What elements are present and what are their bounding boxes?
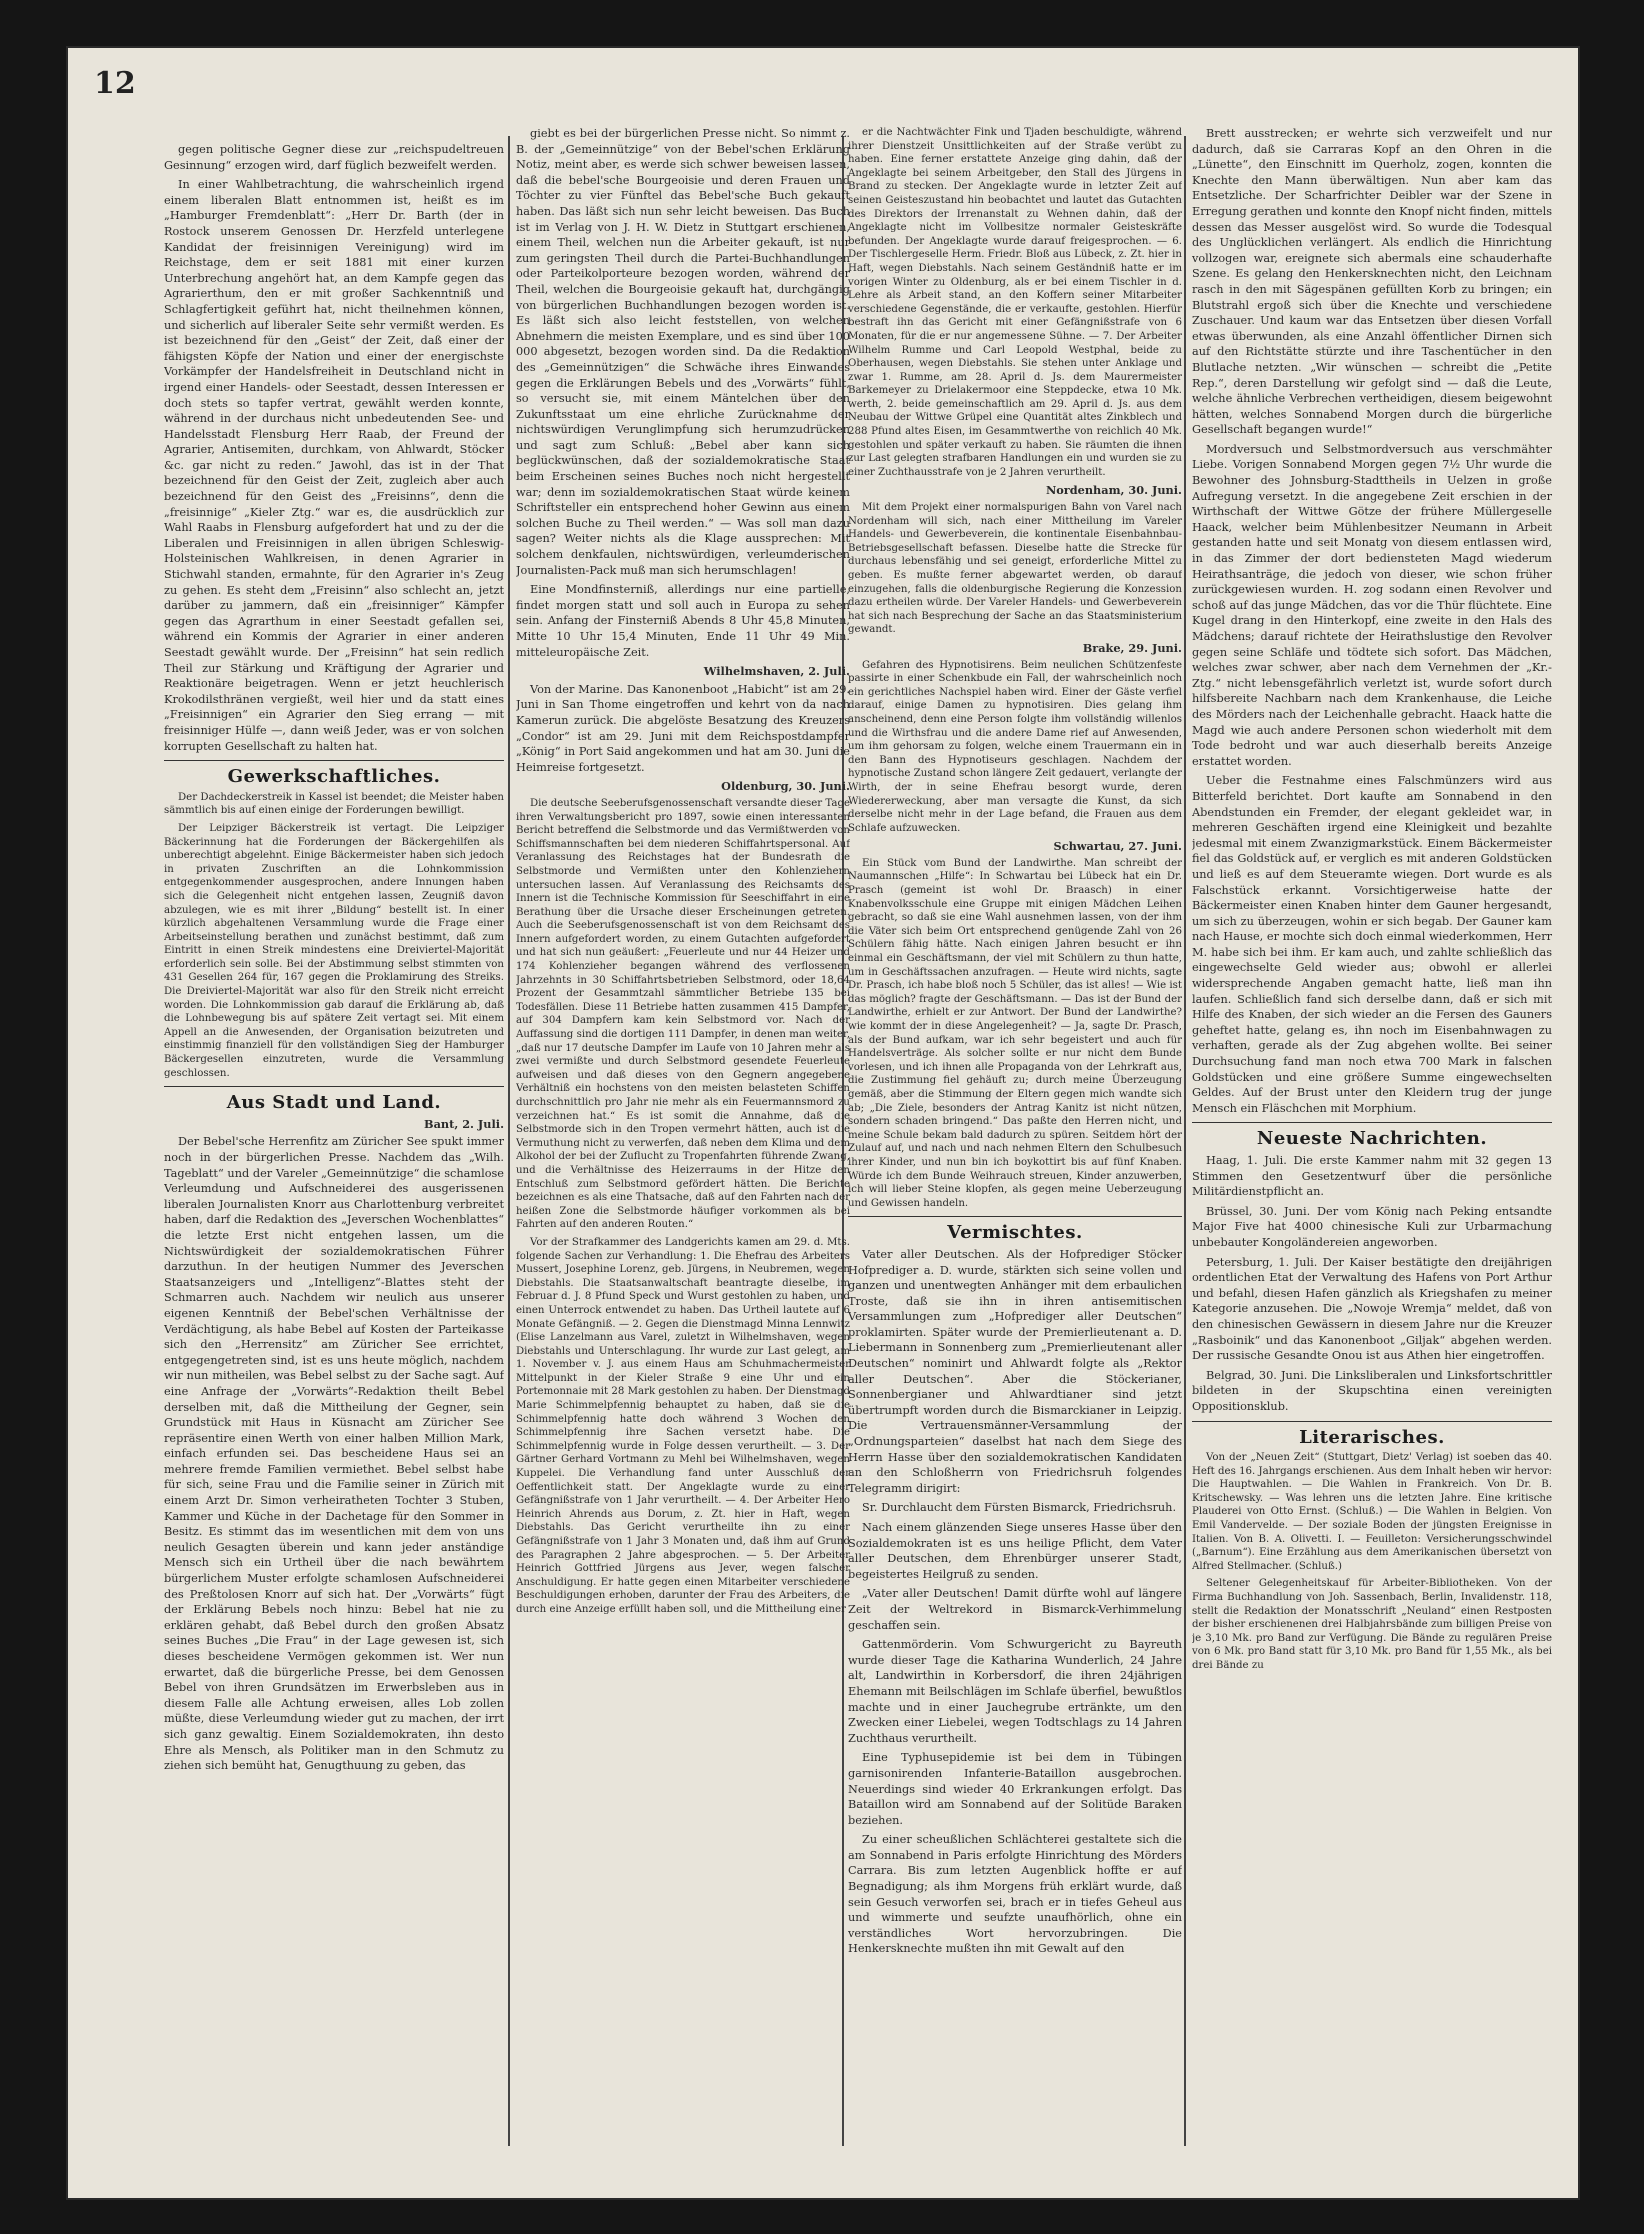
- page-number: 12: [94, 66, 136, 101]
- article-text: er die Nachtwächter Fink und Tjaden beschuldigte, während ihrer Dienstzeit Unsittlichkeiten auf der Straße verübt zu haben. Eine ferner erstattete Anzeige ging dahin, daß der Angeklagte bei seinem Arbeitgeber, den Stall des Jürgens in Brand zu stecken. Der Angeklagte wurde in letzter Zeit auf seinen Geisteszustand hin beobachtet und lautet das Gutachten des Direktors der Irrenanstalt zu Wehnen dahin, daß der Angeklagte nicht im Vollbesitze normaler Geisteskräfte befunden. Der Angeklagte wurde darauf freigesprochen. — 6. Der Tischlergeselle Herm. Friedr. Bloß aus Lübeck, z. Zt. hier in Haft, wegen Diebstahls. Nach seinem Geständniß hatte er im vorigen Winter zu Oldenburg, als er bei einem Tischler in d. Lehre als Arbeit stand, an den Koffern seiner Mitarbeiter verschiedene Gegenstände, die er verkaufte, gestohlen. Hierfür bestraft ihn das Gericht mit einer Gefängnißstrafe von 6 Monaten, für die er nur angemessene Sühne. — 7. Der Arbeiter Wilhelm Rumme und Carl Leopold Westphal, beide zu Oberhausen, wegen Diebstahls. Sie stehen unter Anklage und zwar 1. Rumme, am 28. April d. Js. dem Maurermeister Barkemeyer zu Drielakermoor eine Steppdecke, etwa 10 Mk. werth, 2. beide gemeinschaftlich am 29. April d. Js. aus dem Neubau der Wittwe Grüpel eine Quantität altes Zinkblech und 288 Pfund altes Eisen, im Gesammtwerthe von reichlich 40 Mk. gestohlen und später verkauft zu haben. Sie räumten die ihnen zur Last gelegten strafbaren Handlungen ein und wurden sie zu einer Zuchthausstrafe von je 2 Jahren verurtheilt.: [848, 127, 1182, 478]
- article-neue-zeit: Von der „Neuen Zeit“ (Stuttgart, Dietz' Verlag) ist soeben das 40. Heft des 16. Jahrgangs erschienen. Aus dem Inhalt heben wir hervor: Die Hauptwahlen. — Die Wahlen in Frankreich. Von Dr. B. Kritschewsky. — Was lehren uns die letzten Jahre. Eine kritische Plauderei von Otto Ernst. (Schluß.) — Die Wahlen in Belgien. Von Emil Vandervelde. — Der soziale Boden der jüngsten Ereignisse in Italien. Von B. A. Olivetti. I. — Feuilleton: Versicherungsschwindel („Barnum“). Eine Erzählung aus dem Amerikanischen übersetzt von Alfred Stellmacher. (Schluß.): [1192, 1452, 1552, 1572]
- column-4: [1192, 126, 1552, 2146]
- section-heading-stadt-und-land: Aus Stadt und Land.: [226, 1092, 442, 1114]
- news-bruessel: Brüssel, 30. Juni. Der vom König nach Peking entsandte Major Five hat 4000 chinesische Kuli zur Urbarmachung unbebauter Kongoländereien angeworben.: [1192, 1204, 1552, 1249]
- news-petersburg: Petersburg, 1. Juli. Der Kaiser bestätigte den dreijährigen ordentlichen Etat der Verwaltung des Hafens von Port Arthur und befahl, diesen Hafen gänzlich als Kriegshafen zu meiner Kategorie anzusehen. Die „Nowoje Wremja“ meldet, daß von den chinesischen Gewässern in diesem Jahre nur die Kreuzer „Rasboinik“ und das Kanonenboot „Giljak“ abgehen werden. Der russische Gesandte Onou ist aus Athen hier eingetroffen.: [1192, 1255, 1552, 1363]
- article-herrensitz: Der Bebel'sche Herrenfitz am Züricher See spukt immer noch in der bürgerlichen Presse. Nachdem das „Wilh. Tageblatt“ und der Vareler „Gemeinnützige“ die schamlose Verleumdung und Aufschneiderei des ausgerissenen liberalen Journalisten Knorr aus Charlottenburg verbreitet haben, darf die Redaktion des „Jeverschen Wochenblattes“ die letzte Erst nicht entgehen lassen, um die Nichtswürdigkeit der sozialdemokratischen Führer darzuthun. In der heutigen Nummer des Jeverschen Staatsanzeigers und „Intelligenz“-Blattes steht der Schmarren auch. Nachdem wir neulich aus unserer eigenen Kenntniß der Bebel'schen Verhältnisse der Verdächtigung, als habe Bebel auf Kosten der Parteikasse sich den „Herrensitz“ am Züricher See errichtet, entgegengetreten sind, ist es uns heute möglich, nachdem wir nun mitheilen, was Bebel selbst zu der Sache sagt. Auf eine Anfrage der „Vorwärts“-Redaktion theilt Bebel derselben mit, daß die Mittheilung der Gegner, sein Grundstück mit Haus in Küsnacht am Züricher See repräsentire einen Werth von einer halben Million Mark, einfach erfunden sei. Das bescheidene Haus sei an mehrere fremde Familien vermiethet. Bebel selbst habe für sich, seine Frau und die Familie seiner in Zürich mit einem Arzt Dr. Simon verheiratheten Tochter 3 Stuben, Kammer und Küche in der Dachetage für den Sommer in Besitz. Es stimmt das im wesentlichen mit dem von uns neulich Gesagten überein und kann jeder anständige Mensch sich ein Urtheil über die nach bewährtem bürgerlichem Muster erfolgte schamlosen Aufschneiderei des Preßtolosen Knorr auf sich hat. Der „Vorwärts“ fügt der Erklärung Bebels noch hinzu: Bebel hat nie zu erklären gehabt, daß Bebel durch den großen Absatz seines Buches „Die Frau“ in der Lage gewesen ist, sich dieses bescheidene Vermögen gekommen ist. Wer nun erwartet, daß die bürgerliche Presse, bei dem Genossen Bebel von ihren Grundsätzen im Erwerbsleben aus in diesem Falle alle Achtung erweisen, alles Lob zollen müßte, diese Verleumdung wieder gut zu machen, der irrt sich ganz gewaltig. Einem Sozialdemokraten, ihn desto Ehre als Mensch, als Politiker man in den Schmutz zu ziehen sich bemüht hat, Genugthuung zu geben, das: [164, 1135, 504, 1773]
- article-hypnotisiren: Gefahren des Hypnotisirens. Beim neulichen Schützenfeste passirte in einer Schenkbude ein Fall, der wahrscheinlich noch ein gerichtliches Nachspiel haben wird. Einer der Gäste verfiel darauf, einige Damen zu hypnotisiren. Dies gelang ihm anscheinend, denn eine Person folgte ihm vollständig willenlos und die Wirthsfrau und die andere Dame rief auf Anwesenden, um ihm gehorsam zu folgen, welche einem Trauermann ein in den Bann des Hypnotiseurs geschlagen. Nachdem der hypnotische Zustand schon längere Zeit gedauert, verlangte der Wirth, der in seine Ehefrau besorgt wurde, deren Wiedererweckung, aber man versagte die Kunst, da sich derselbe nicht mehr in der Lage befand, die Frauen aus dem Schlafe aufzuwecken.: [848, 659, 1182, 834]
- column-divider: [508, 136, 510, 2146]
- article-vater-aller-deutschen: Vater aller Deutschen. Als der Hofprediger Stöcker Hofprediger a. D. wurde, stärkten sich seine vollen und ganzen und unentwegten Anhänger mit dem erbaulichen Troste, daß sie ihn in ihren antisemitischen Versammlungen zum „Hofprediger aller Deutschen“ proklamirten. Später wurde der Premierlieutenant a. D. Liebermann in Sonnenberg zum „Premierlieutenant aller Deutschen“ nominirt und Ahlwardt folgte als „Rektor aller Deutschen“. Aber die Stöckerianer, Sonnenbergianer und Ahlwardtianer sind jetzt übertrumpft worden durch die Bismarckianer in Leipzig. Die Vertrauensmänner-Versammlung der „Ordnungsparteien“ daselbst hat nach dem Siege des Herrn Hasse über den sozialdemokratischen Kandidaten an den Schloßherrn von Friedrichsruh folgendes Telegramm dirigirt:: [848, 1247, 1182, 1495]
- column-3: [848, 126, 1182, 2146]
- telegram-text: Nach einem glänzenden Siege unseres Hasse über den Sozialdemokraten ist es uns heilige Pflicht, dem Vater aller Deutschen, dem Ehrenbürger unserer Stadt, begeistertes Heilgruß zu senden.: [848, 1521, 1182, 1581]
- article-text: giebt es bei der bürgerlichen Presse nicht. So nimmt z. B. der „Gemeinnützige“ von der Bebel'schen Erklärung Notiz, meint aber, es werde sich schwer beweisen lassen, daß die bebel'sche Bourgeoisie und deren Frauen und Töchter zu vier Fünftel das Bebel'sche Buch gekauft haben. Das läßt sich nun sehr leicht beweisen. Das Buch ist im Verlag von J. H. W. Dietz in Stuttgart erschienen, einem Theil, welchen nun die Arbeiter gekauft, ist nur zum geringsten Theil durch die Partei-Buchhandlungen oder Parteikolporteure bezogen worden, während der Theil, welchen die Bourgeoisie gekauft hat, durchgängig von bürgerlichen Buchhandlungen bezogen worden ist. Es läßt sich also leicht feststellen, von welchen Abnehmern die meisten Exemplare, und es sind über 100 000 abgesetzt, bezogen worden sind. Da die Redaktion des „Gemeinnützigen“ die Schwäche ihres Einwandes gegen die Erklärungen Bebels und des „Vorwärts“ fühlt, so versucht sie, mit einem Mäntelchen über den Zukunftsstaat um eine ehrliche Zurücknahme der nichtswürdigen Verunglimpfung sich herumzudrücken und sagt zum Schluß: „Bebel aber kann sich beglückwünschen, daß der sozialdemokratische Staat beim Erscheinen seines Buches noch nicht hergestellt war; denn im sozialdemokratischen Staat würde keinem Schriftsteller ein entsprechend hoher Gewinn aus einem solchen Buche zu Theil werden.“ — Was soll man dazu sagen? Weiter nichts als die Klage aussprechen: Mit solchem denkfaulen, nichtswürdigen, verleumderischen Journalisten-Pack muß man sich herumschlagen!: [516, 127, 850, 577]
- dateline: Brake, 29. Juni.: [1082, 640, 1182, 655]
- dateline: Wilhelmshaven, 2. Juli.: [703, 664, 850, 679]
- article-marine: Von der Marine. Das Kanonenboot „Habicht“ ist am 29. Juni in San Thome eingetroffen und kehrt von da nach Kamerun zurück. Die abgelöste Besatzung des Kreuzers „Condor“ ist am 29. Juni mit dem Reichspostdampfer „König“ in Port Said angekommen und hat am 30. Juni die Heimreise fortgesetzt.: [516, 682, 850, 774]
- section-rule: [1192, 1122, 1552, 1123]
- column-2: [516, 126, 850, 2146]
- news-haag: Haag, 1. Juli. Die erste Kammer nahm mit 32 gegen 13 Stimmen den Gesetzentwurf über die persönliche Militärdienstpflicht an.: [1192, 1154, 1552, 1199]
- dateline: Schwartau, 27. Juni.: [1053, 839, 1182, 854]
- article-strafkammer: Vor der Strafkammer des Landgerichts kamen am 29. d. Mts. folgende Sachen zur Verhandlung: 1. Die Ehefrau des Arbeiters Mussert, Josephine Lorenz, geb. Jürgens, in Neubremen, wegen Diebstahls. Die Staatsanwaltschaft beantragte dieselbe, im Februar d. J. 8 Pfund Speck und Wurst gestohlen zu haben, und einen Unterrock entwendet zu haben. Das Urtheil lautete auf 6 Monate Gefängniß. — 2. Gegen die Dienstmagd Minna Lennwitz (Elise Lanzelmann aus Varel, zuletzt in Wilhelmshaven, wegen Diebstahls und Unterschlagung. Ihr wurde zur Last gelegt, am 1. November v. J. aus einem Haus am Schuhmachermeister Mittelpunkt in der Kieler Straße 9 eine Uhr und ein Portemonnaie mit 28 Mark gestohlen zu haben. Der Dienstmagd Marie Schimmelpfennig behauptet zu haben, daß sie die Schimmelpfennig hatte doch während 3 Wochen den Schimmelpfennig ihre Sachen versetzt habe. Die Schimmelpfennig wurde in Folge dessen verurtheilt. — 3. Der Gärtner Gerhard Vortmann zu Mehl bei Wilhelmshaven, wegen Kuppelei. Die Verhandlung fand unter Ausschluß der Oeffentlichkeit statt. Der Angeklagte wurde zu einer Gefängnißstrafe von 1 Jahr verurtheilt. — 4. Der Arbeiter Hero Heinrich Ahrends aus Dorum, z. Zt. hier in Haft, wegen Diebstahls. Das Gericht verurtheilte ihn zu einer Gefängnißstrafe von 1 Jahr 3 Monaten und, daß ihm auf Grund des Paragraphen 2 Jahre abgesprochen. — 5. Der Arbeiter Heinrich Gottfried Jürgens aus Jever, wegen falscher Anschuldigung. Er hatte gegen einen Mitarbeiter verschiedene Beschuldigungen erhoben, darunter der Frau des Arbeiters, die durch eine Anzeige erfüllt haben soll, und die Mittheilung einer: [516, 1236, 850, 1615]
- article-text: gegen politische Gegner diese zur „reichspudeltreuen Gesinnung“ erzogen wird, darf füglich bezweifelt werden.: [164, 143, 504, 172]
- article-typhusepidemie: Eine Typhusepidemie ist bei dem in Tübingen garnisonirenden Infanterie-Bataillon ausgebrochen. Neuerdings sind wieder 40 Erkrankungen erfolgt. Das Bataillon wird am Sonnabend auf der Solitüde Baraken beziehen.: [848, 1751, 1182, 1827]
- article-dachdeckerstreik: Der Dachdeckerstreik in Kassel ist beendet; die Meister haben sämmtlich bis auf einen einige der Forderungen bewilligt.: [164, 791, 504, 817]
- article-bahn-projekt: Mit dem Projekt einer normalspurigen Bahn von Varel nach Nordenham will sich, nach einer Mittheilung im Vareler Handels- und Gewerbeverein, die kontinentale Eisenbahnbau-Betriebsgesellschaft befassen. Dieselbe hatte die Strecke für durchaus lebensfähig und sei geneigt, erforderliche Mittel zu geben. Es mußte ferner abgewartet werden, ob darauf einzugehen, falls die oldenburgische Regierung die Konzession dazu ertheilen würde. Der Vareler Handels- und Gewerbeverein hat sich nach Besprechung der Sache an das Staatsministerium gewandt.: [848, 502, 1182, 636]
- section-rule: [848, 1216, 1182, 1217]
- article-schlaechterei: Zu einer scheußlichen Schlächterei gestaltete sich die am Sonnabend in Paris erfolgte Hinrichtung des Mörders Carrara. Bis zum letzten Augenblick hoffte er auf Begnadigung; als ihm Morgens früh erklärt wurde, daß sein Gesuch verworfen sei, brach er in tiefes Geheul aus und wimmerte und seufzte unaufhörlich, ohne ein verständliches Wort hervorzubringen. Die Henkersknechte mußten ihn mit Gewalt auf den: [848, 1833, 1182, 1956]
- article-mordversuch: Mordversuch und Selbstmordversuch aus verschmähter Liebe. Vorigen Sonnabend Morgen gegen 7½ Uhr wurde die Bewohner des Johnsburg-Stadttheils in Uelzen in große Aufregung versetzt. In die angegebene Zeit erschien in der Wirthschaft der Wittwe Götze der frühere Müllergeselle Haack, welcher beim Mühlenbesitzer Neumann in Arbeit gestanden hatte und seit Monatg von diesem entlassen wird, in das Zimmer der dort bediensteten Magd wiederum Heirathsanträge, die jedoch von dieser, wie schon früher zurückgewiesen wurden. H. zog sodann einen Revolver und schoß auf das junge Mädchen, das vor die Thür flüchtete. Eine Kugel drang in den Hinterkopf, eine zweite in den Hals des Mädchens; darauf richtete der Heirathslustige den Revolver gegen seine Schläfe und tödtete sich sofort. Das Mädchen, welches zwar schwer, aber nach dem Vernehmen der „Kr.-Ztg.“ nicht lebensgefährlich verletzt ist, wurde sofort durch hilfsbereite Nachbarn nach dem Krankenhause, die Leiche des Mörders nach der Leichenhalle gebracht. Haack hatte die Magd wie auch andere Personen schon wiederholt mit dem Tode bedroht und war auch dieserhalb bereits Anzeige erstattet worden.: [1192, 442, 1552, 768]
- article-gattenmoerderin: Gattenmörderin. Vom Schwurgericht zu Bayreuth wurde dieser Tage die Katharina Wunderlich, 24 Jahre alt, Landwirthin in Korbersdorf, die ihren 24jährigen Ehemann mit Beilschlägen im Schlafe überfiel, bewußtlos machte und in einer Jauchegrube ertränkte, um den Zwecken einer Liebelei, wegen Todtschlags zu 14 Jahren Zuchthaus verurtheilt.: [848, 1638, 1182, 1745]
- section-rule: [164, 760, 504, 761]
- dateline: Bant, 2. Juli.: [424, 1116, 504, 1131]
- section-heading-vermischtes: Vermischtes.: [947, 1222, 1083, 1244]
- column-1: [164, 142, 504, 2162]
- section-heading-literarisches: Literarisches.: [1299, 1426, 1445, 1448]
- telegram-address: Sr. Durchlaucht dem Fürsten Bismarck, Friedrichsruh.: [862, 1501, 1177, 1515]
- article-seeberufsgenossenschaft: Die deutsche Seeberufsgenossenschaft versandte dieser Tage ihren Verwaltungsbericht pro 1897, sowie einen interessanten Bericht betreffend die Selbstmorde und das Vermißtwerden von Schiffsmannschaften bei dem niederen Schiffahrtspersonal. Auf Veranlassung des Reichstages hat der Bundesrath die Selbstmorde und Vermißten unter den Kohlenziehern untersuchen lassen. Auf Veranlassung des Reichsamts des Innern ist die Technische Kommission für Seeschiffahrt in eine Berathung über die Ursache dieser Erscheinungen getreten. Auch die Seeberufsgenossenschaft ist von dem Reichsamt des Innern aufgefordert worden, zu einem Gutachten aufgefordert und hat sich nun geäußert: „Feuerleute und nur 44 Heizer und 174 Kohlenzieher begangen während des verflossenen Jahrzehnts in 30 Schiffahrtsbetrieben Selbstmord, oder 18,64 Prozent der Gesammtzahl sämmtlicher Betriebe 135 bei Todesfällen. Diese 11 Betriebe hatten zusammen 415 Dampfer, auf 304 Dampfern kam kein Selbstmord vor. Nach der Auffassung sind die dortigen 111 Dampfer, in denen man weiter, „daß nur 17 deutsche Dampfer im Laufe von 10 Jahren mehr als zwei vermißte und durch Selbstmord gesendete Feuerleute aufweisen und daß dieses von den Gegnern angegebene Verhältniß ein hochstens von den meisten belasteten Schiffen durchschnittlich pro Jahr nie mehr als ein Feuermannsmord zu verzeichnen hat.“ Es ist somit die Annahme, daß die Selbstmorde sich in den Tropen vermehrt hätten, auch ist die Vermuthung nicht zu verwerfen, daß neben dem Klima und dem Alkohol der bei der Zuflucht zu Tropenfahrten führende Zwang, und die Verhältnisse des Heizerraums in der Hitze den Entschluß zum Selbstmord gefördert hätten. Die Berichte bezeichnen es als eine Thatsache, daß auf den Fahrten nach der heißen Zone die Selbstmorde häufiger vorkommen als bei Fahrten auf den anderen Routen.“: [516, 797, 850, 1231]
- article-text: Brett ausstrecken; er wehrte sich verzweifelt und nur dadurch, daß sie Carraras Kopf an den Ohren in die „Lünette“, den Einschnitt im Querholz, zogen, konnten die Knechte den Mann überwältigen. Nun aber kam das Entsetzliche. Der Scharfrichter Deibler war der Szene in Erregung gerathen und konnte den Knopf nicht finden, mittels dessen das Messer ausgelöst wird. So wurde die Todesqual des Unglücklichen verlängert. Als endlich die Hinrichtung vollzogen war, ereignete sich abermals eine schauderhafte Szene. Es gelang den Henkersknechten nicht, den Leichnam rasch in den mit Sägespänen gefüllten Korb zu bringen; ein Blutstrahl ergoß sich über die Knechte und verschiedene Zuschauer. Und kaum war das Entsetzen über diesen Vorfall etwas überwunden, als eine Anzahl öffentlicher Dirnen sich auf den Richtstätte stürzte und ihre Taschentücher in den Blutlache netzten. „Wir wünschen — schreibt die „Petite Rep.“, deren Darstellung wir gefolgt sind — daß die Leute, welche ähnliche Verbrechen vertheidigen, diesem beigewohnt hätten, welches Sonnabend Morgen durch die bürgerliche Gesellschaft begangen wurde!“: [1192, 127, 1552, 437]
- section-heading-gewerkschaftliches: Gewerkschaftliches.: [227, 766, 441, 788]
- section-rule: [164, 1086, 504, 1087]
- section-rule: [1192, 1421, 1552, 1422]
- article-mondfinsternis: Eine Mondfinsterniß, allerdings nur eine partielle, findet morgen statt und soll auch in Europa zu sehen sein. Anfang der Finsterniß Abends 8 Uhr 45,8 Minuten, Mitte 10 Uhr 15,4 Minuten, Ende 11 Uhr 49 Min. mitteleuropäische Zeit.: [516, 583, 850, 659]
- article-text: „Vater aller Deutschen! Damit dürfte wohl auf längere Zeit der Weltrekord in Bismarck-Verhimmelung geschaffen sein.: [848, 1587, 1182, 1632]
- column-divider: [1184, 136, 1186, 2146]
- news-belgrad: Belgrad, 30. Juni. Die Linksliberalen und Linksfortschrittler bildeten in der Skupschtina einen vereinigten Oppositionsklub.: [1192, 1368, 1552, 1413]
- article-baeckerstreik: Der Leipziger Bäckerstreik ist vertagt. Die Leipziger Bäckerinnung hat die Forderungen der Bäckergehilfen als unberechtigt abgelehnt. Einige Bäckermeister haben sich jedoch in privaten Zuschriften an die Lohnkommission entgegenkommender ausgesprochen, andere Innungen haben sich die Gelegenheit nicht entgehen lassen, Zeugniß davon abzulegen, wie es mit ihrer „Bildung“ bestellt ist. In einer kürzlich abgehaltenen Versammlung wurde die Frage einer Arbeitseinstellung berathen und zunächst bestimmt, daß zum Eintritt in einen Streik mindestens eine Dreiviertel-Majorität erforderlich sein solle. Bei der Abstimmung selbst stimmten von 431 Gesellen 264 für, 167 gegen die Proklamirung des Streiks. Die Dreiviertel-Majorität war also für den Streik nicht erreicht worden. Die Lohnkommission gab darauf die Erklärung ab, daß die Lohnbewegung bis auf spätere Zeit vertagt sei. Mit einem Appell an die Anwesenden, der Organisation beizutreten und einstimmig finanziell für den vollständigen Sieg der Hamburger Bäckergesellen einzutreten, wurde die Versammlung geschlossen.: [164, 822, 504, 1079]
- article-falschmuenzer: Ueber die Festnahme eines Falschmünzers wird aus Bitterfeld berichtet. Dort kaufte am Sonnabend in den Abendstunden ein Fremder, der elegant gekleidet war, in mehreren Geschäften irgend eine Kleinigkeit und bezahlte jedesmal mit einem Zwanzigmarkstück. Einem Bäckermeister fiel das Goldstück auf, er verglich es mit anderen Goldstücken und ließ es auf dem Steueramte wiegen. Dort wurde es als Falschstück erkannt. Vorsichtigerweise hatte der Bäckermeister einen Knaben hinter dem Gauner hergesandt, um sich zu überzeugen, wohin er sich begab. Der Gauner kam nach Hause, er mochte sich doch einmal wiederkommen, Herr M. habe sich bei ihm. Er kam auch, und zahlte schließlich das eingewechselte Geld wieder aus; obwohl er allerlei widersprechende Angaben gemacht hatte, ließ man ihn laufen. Schließlich fand sich derselbe dann, daß er sich mit Hilfe des Knaben, der sich wieder an die Fersen des Gauners geheftet hatte, gelang es, ihn noch im Eisenbahnwagen zu verhaften, gerade als der Zug abgehen wollte. Bei seiner Durchsuchung fand man noch etwa 700 Mark in falschen Goldstücken und eine größere Summe eingewechselten Geldes. Auf der Brust unter den Kleidern trug der junge Mensch ein Fläschchen mit Morphium.: [1192, 774, 1552, 1115]
- article-gelegenheitskauf: Seltener Gelegenheitskauf für Arbeiter-Bibliotheken. Von der Firma Buchhandlung von Joh. Sassenbach, Berlin, Invalidenstr. 118, stellt die Redaktion der Monatsschrift „Neuland“ einen Restposten der bisher erschienenen drei Halbjahrsbände zum billigen Preise von je 3,10 Mk. pro Band zur Verfügung. Die Bände zu regulären Preise von 6 Mk. pro Band statt für 3,10 Mk. pro Band für 1,55 Mk., als bei drei Bände zu: [1192, 1578, 1552, 1671]
- article-wahlbetrachtung: In einer Wahlbetrachtung, die wahrscheinlich irgend einem liberalen Blatt entnommen ist, heißt es im „Hamburger Fremdenblatt“: „Herr Dr. Barth (der in Rostock unserem Genossen Dr. Herzfeld unterlegene Kandidat der freisinnigen Vereinigung) wird im Reichstage, dem er seit 1881 mit einer kurzen Unterbrechung angehört hat, an dem Kampfe gegen das Agrarierthum, den er mit großer Sachkenntniß und Schlagfertigkeit geführt hat, nicht theilnehmen können, und sicherlich auf liberaler Seite sehr vermißt werden. Es ist bezeichnend für den „Geist“ der Zeit, daß einer der fähigsten Köpfe der Nation und einer der energischste Vorkämpfer der Handelsfreiheit in Deutschland nicht in irgend einer Handels- oder Seestadt, dessen Interessen er doch stets so tapfer vertrat, gewählt werden konnte, während in der durchaus nicht unbedeutenden See- und Handelsstadt Flensburg Herr Raab, der Freund der Agrarier, Antisemiten, durchkam, von Ahlwardt, Stöcker &c. gar nicht zu reden.“ Jawohl, das ist in der That bezeichnend für den Geist der Zeit, zugleich aber auch bezeichnend für den Geist des „Freisinns“, denn die „freisinnige“ „Kieler Ztg.“ war es, die ausdrücklich zur Wahl Raabs in Flensburg aufgefordert hat und zu der die Liberalen und Freisinnigen in allen übrigen Schleswig-Holsteinischen Wahlkreisen, in denen Agrarier in Stichwahl standen, ermahnte, für den Agrarier in's Zeug zu gehen. Es steht dem „Freisinn“ also schlecht an, jetzt darüber zu jammern, daß ein „freisinniger“ Kämpfer gegen das Agrarthum in einer Seestadt gefallen sei, während ein Kommis der Agrarier in einer anderen Seestadt gewählt wurde. Der „Freisinn“ hat sein redlich Theil zur Stärkung und Kräftigung der Agrarier und Reaktionäre beigetragen. Wenn er jetzt heuchlerisch Krokodilsthränen vergießt, weil hier und da statt eines „Freisinnigen“ ein Agrarier den Sieg errang — mit freisinniger Hülfe —, dann weiß Jeder, was er von solchen korrupten Gesellschaft zu halten hat.: [164, 178, 504, 753]
- article-bund-der-landwirthe: Ein Stück vom Bund der Landwirthe. Man schreibt der Naumannschen „Hilfe“: In Schwartau bei Lübeck hat ein Dr. Prasch (gemeint ist wohl Dr. Braasch) in einer Knabenvolksschule eine Gruppe mit einigen Mädchen Leihen gebracht, so daß sie eine Wahl ausnehmen lassen, von der ihm die Väter sich beim Ort entsprechend genügende Zahl von 26 Schülern fähig hätte. Nach einigen Jahren besucht er ihn einmal ein Geschäftsmann, der viel mit Schülern zu thun hatte, um in Geschäftssachen anzufragen. — Heute wird nichts, sagte Dr. Prasch, ich habe bloß noch 5 Schüler, das ist alles! — Wie ist das möglich? fragte der Geschäftsmann. — Das ist der Bund der Landwirthe, erhielt er zur Antwort. Der Bund der Landwirthe? wie kommt der in diese Angelegenheit? — Ja, sagte Dr. Prasch, als der Bund aufkam, war ich sehr begeistert und auch für Handelsverträge. Als solcher sollte er nur nicht dem Bunde vorlesen, und ich ihnen alle Propaganda von der Lehrkraft aus, die Zustimmung fiel gehäuft zu; durch meine Überzeugung gemäß, aber die Stimmung der Eltern gegen mich wandte sich ab; „Die Ziele, besonders der Antrag Kanitz ist nicht nützen, sondern schaden bringend.“ Das paßte den Herren nicht, und meine Schule bekam bald dadurch zu spüren. Seitdem hört der Zulauf auf, und nach und nach nehmen Eltern den Schulbesuch ihrer Kinder, und nun bin ich boykottirt bis auf fünf Knaben. Würde ich dem Bunde Weihrauch streuen, Kinder anzuwerben, ich will lieber Steine klopfen, als gegen meine Ueberzeugung und Gewissen handeln.: [848, 857, 1182, 1209]
- dateline: Oldenburg, 30. Juni.: [721, 779, 850, 794]
- section-heading-neueste-nachrichten: Neueste Nachrichten.: [1256, 1128, 1488, 1150]
- dateline: Nordenham, 30. Juni.: [1045, 483, 1182, 498]
